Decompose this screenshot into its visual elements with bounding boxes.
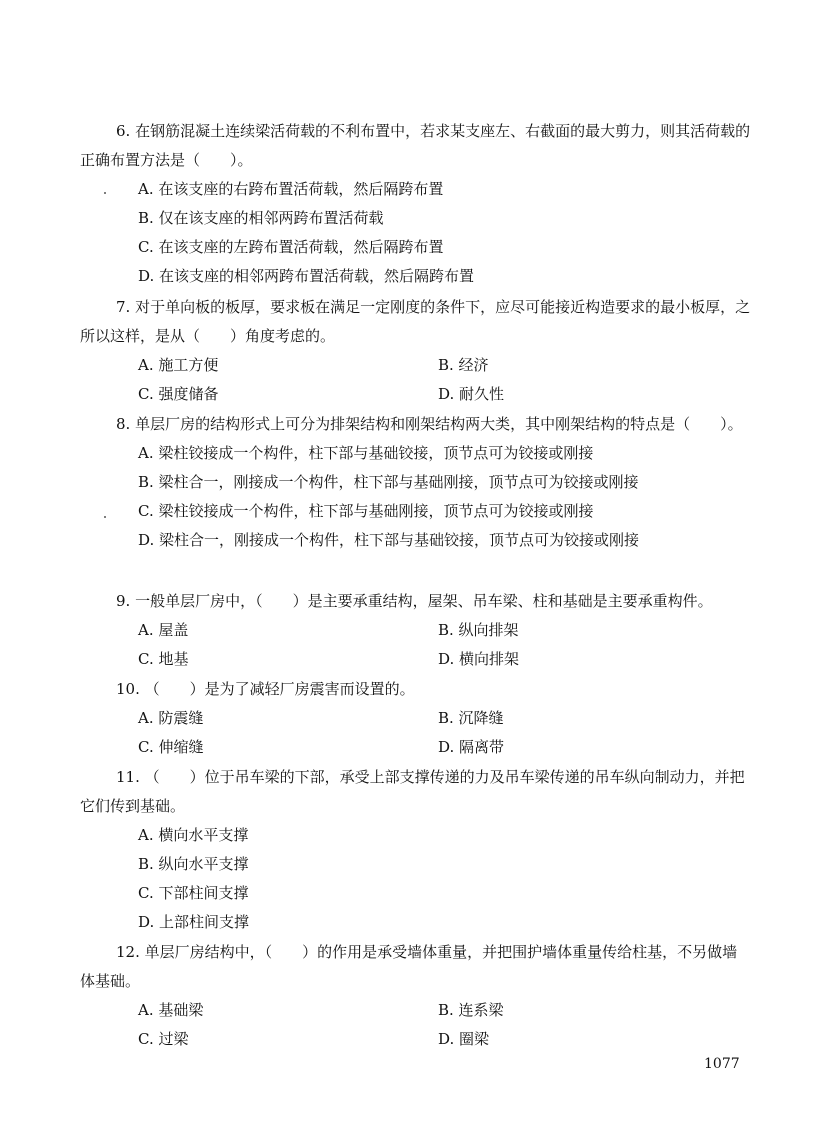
option-row xyxy=(80,704,752,733)
page-number: 1077 xyxy=(704,1056,740,1072)
option-b: B. 仅在该支座的相邻两跨布置活荷载 xyxy=(138,209,384,227)
question-stem: 6. 在钢筋混凝土连续梁活荷载的不利布置中，若求某支座左、右截面的最大剪力，则其活荷载的正确布置方法是（ ）。 xyxy=(80,122,751,169)
option-a: A. 施工方便 xyxy=(138,356,219,374)
question-12 xyxy=(80,938,752,1054)
question-stem: 7. 对于单向板的板厚，要求板在满足一定刚度的条件下，应尽可能接近构造要求的最小板厚，之所以这样，是从（ ）角度考虑的。 xyxy=(80,298,751,345)
option-list xyxy=(80,175,752,291)
scan-speck xyxy=(104,192,106,194)
option-d: D. 梁柱合一，刚接成一个构件，柱下部与基础铰接，顶节点可为铰接或刚接 xyxy=(138,531,640,549)
option-c: C. 在该支座的左跨布置活荷载，然后隔跨布置 xyxy=(138,238,444,256)
question-stem: 10. （ ）是为了减轻厂房震害而设置的。 xyxy=(116,680,415,698)
option-b: B. 纵向排架 xyxy=(438,621,519,639)
option-c: C. 伸缩缝 xyxy=(138,738,204,756)
option-b: B. 连系梁 xyxy=(438,1001,504,1019)
option-c: C. 强度储备 xyxy=(138,385,219,403)
option-b: B. 梁柱合一，刚接成一个构件，柱下部与基础刚接，顶节点可为铰接或刚接 xyxy=(138,473,639,491)
option-row xyxy=(80,645,752,674)
option-row xyxy=(80,380,752,409)
question-stem: 8. 单层厂房的结构形式上可分为排架结构和刚架结构两大类，其中刚架结构的特点是（ ）。 xyxy=(116,415,743,433)
question-11 xyxy=(80,763,752,937)
option-d: D. 在该支座的相邻两跨布置活荷载，然后隔跨布置 xyxy=(138,267,475,285)
question-stem: 9. 一般单层厂房中，（ ）是主要承重结构，屋架、吊车梁、柱和基础是主要承重构件。 xyxy=(116,592,713,610)
option-d: D. 上部柱间支撑 xyxy=(138,913,250,931)
option-d: D. 耐久性 xyxy=(438,385,505,403)
question-stem: 12. 单层厂房结构中，（ ）的作用是承受墙体重量，并把围护墙体重量传给柱基，不另做墙体基础。 xyxy=(80,943,738,990)
option-c: C. 梁柱铰接成一个构件，柱下部与基础刚接，顶节点可为铰接或刚接 xyxy=(138,502,594,520)
option-a: A. 在该支座的右跨布置活荷载，然后隔跨布置 xyxy=(138,180,444,198)
option-a: A. 防震缝 xyxy=(138,709,204,727)
option-row xyxy=(80,616,752,645)
option-d: D. 圈梁 xyxy=(438,1030,490,1048)
option-d: D. 隔离带 xyxy=(438,738,505,756)
option-a: A. 梁柱铰接成一个构件，柱下部与基础铰接，顶节点可为铰接或刚接 xyxy=(138,444,594,462)
question-10 xyxy=(80,675,752,762)
option-c: C. 地基 xyxy=(138,650,189,668)
question-8 xyxy=(80,410,752,555)
option-list xyxy=(80,821,752,937)
option-b: B. 经济 xyxy=(438,356,489,374)
option-list xyxy=(80,439,752,555)
question-6 xyxy=(80,117,752,291)
option-b: B. 沉降缝 xyxy=(438,709,504,727)
option-row xyxy=(80,351,752,380)
question-stem: 11. （ ）位于吊车梁的下部，承受上部支撑传递的力及吊车梁传递的吊车纵向制动力，并把它们传到基础。 xyxy=(80,768,745,815)
option-row xyxy=(80,996,752,1025)
option-row xyxy=(80,1025,752,1054)
option-a: A. 基础梁 xyxy=(138,1001,204,1019)
scan-speck xyxy=(104,516,106,518)
option-a: A. 横向水平支撑 xyxy=(138,826,249,844)
option-row xyxy=(80,733,752,762)
option-b: B. 纵向水平支撑 xyxy=(138,855,249,873)
option-c: C. 下部柱间支撑 xyxy=(138,884,249,902)
option-c: C. 过梁 xyxy=(138,1030,189,1048)
option-d: D. 横向排架 xyxy=(438,650,520,668)
question-9 xyxy=(80,587,752,674)
question-7 xyxy=(80,293,752,409)
option-a: A. 屋盖 xyxy=(138,621,189,639)
